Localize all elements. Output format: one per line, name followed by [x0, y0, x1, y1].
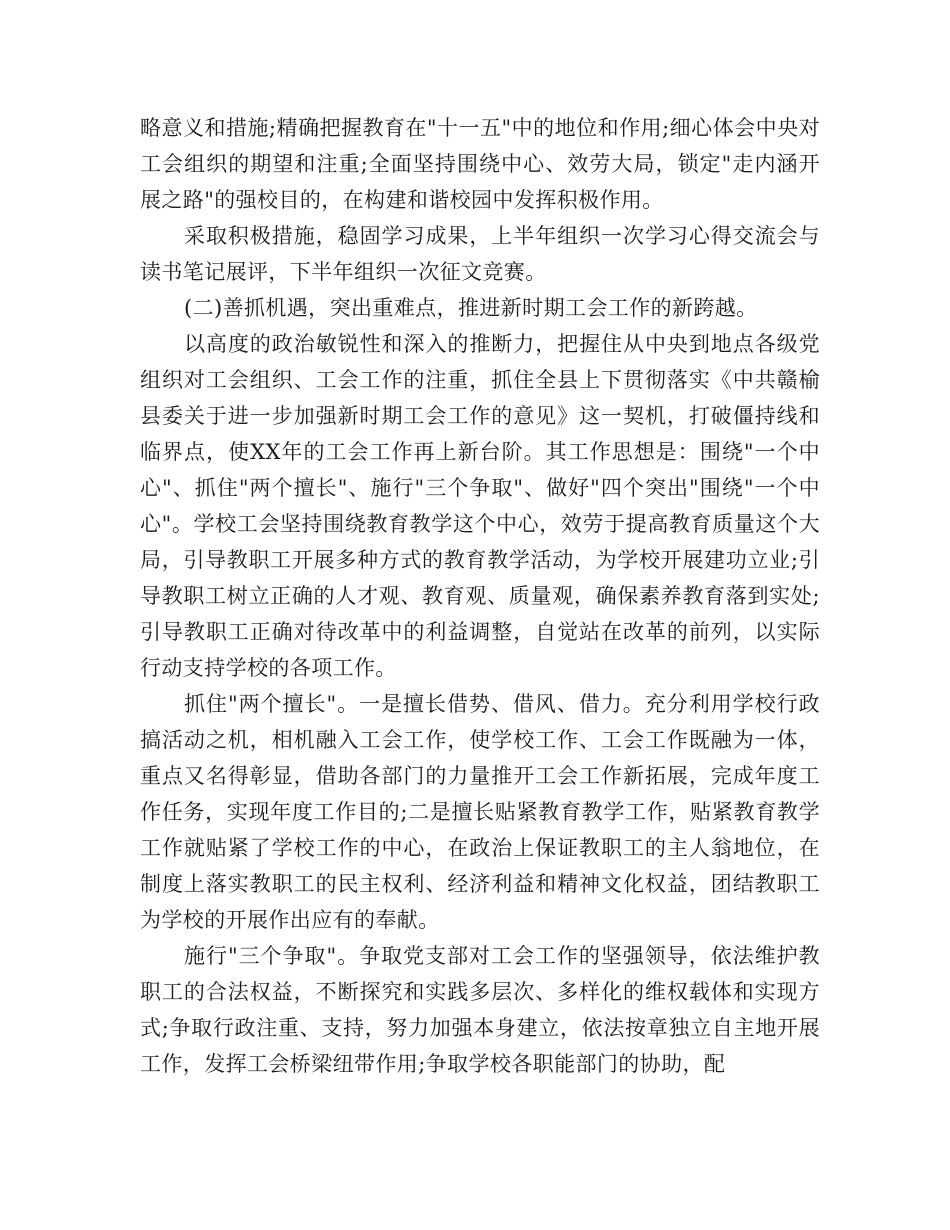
paragraph-6: 施行"三个争取"。争取党支部对工会工作的坚强领导，依法维护教职工的合法权益，不断探究和实践多层次、多样化的维权载体和实现方式;争取行政注重、支持，努力加强本身建立，依法按章独立自主地开展工作，发挥工会桥梁纽带作用;争取学校各职能部门的协助，配 [140, 944, 820, 1076]
paragraph-4: 以高度的政治敏锐性和深入的推断力，把握住从中央到地点各级党组织对工会组织、工会工作的注重，抓住全县上下贯彻落实《中共赣榆县委关于进一步加强新时期工会工作的意见》这一契机，打破僵持线和临界点，使XX年的工会工作再上新台阶。其工作思想是：围绕"一个中心"、抓住"两个擅长"、施行"三个争取"、做好"四个突出"围绕"一个中心"。学校工会坚持围绕教育教学这个中心，效劳于提高教育质量这个大局，引导教职工开展多种方式的教育教学活动，为学校开展建功立业;引导教职工树立正确的人才观、教育观、质量观，确保素养教育落到实处;引导教职工正确对待改革中的利益调整，自觉站在改革的前列，以实际行动支持学校的各项工作。 [140, 332, 820, 680]
paragraph-2: 采取积极措施，稳固学习成果，上半年组织一次学习心得交流会与读书笔记展评，下半年组织一次征文竞赛。 [140, 224, 820, 284]
paragraph-3-section-heading: (二)善抓机遇，突出重难点，推进新时期工会工作的新跨越。 [184, 296, 758, 320]
paragraph-5: 抓住"两个擅长"。一是擅长借势、借风、借力。充分利用学校行政搞活动之机，相机融入工会工作，使学校工作、工会工作既融为一体，重点又名得彰显，借助各部门的力量推开工会工作新拓展，完成年度工作任务，实现年度工作目的;二是擅长贴紧教育教学工作，贴紧教育教学工作就贴紧了学校工作的中心，在政治上保证教职工的主人翁地位，在制度上落实教职工的民主权利、经济利益和精神文化权益，团结教职工为学校的开展作出应有的奉献。 [140, 692, 820, 932]
document-body [140, 110, 820, 1082]
paragraph-1: 略意义和措施;精确把握教育在"十一五"中的地位和作用;细心体会中央对工会组织的期望和注重;全面坚持围绕中心、效劳大局，锁定"走内涵开展之路"的强校目的，在构建和谐校园中发挥积极作用。 [140, 116, 820, 212]
